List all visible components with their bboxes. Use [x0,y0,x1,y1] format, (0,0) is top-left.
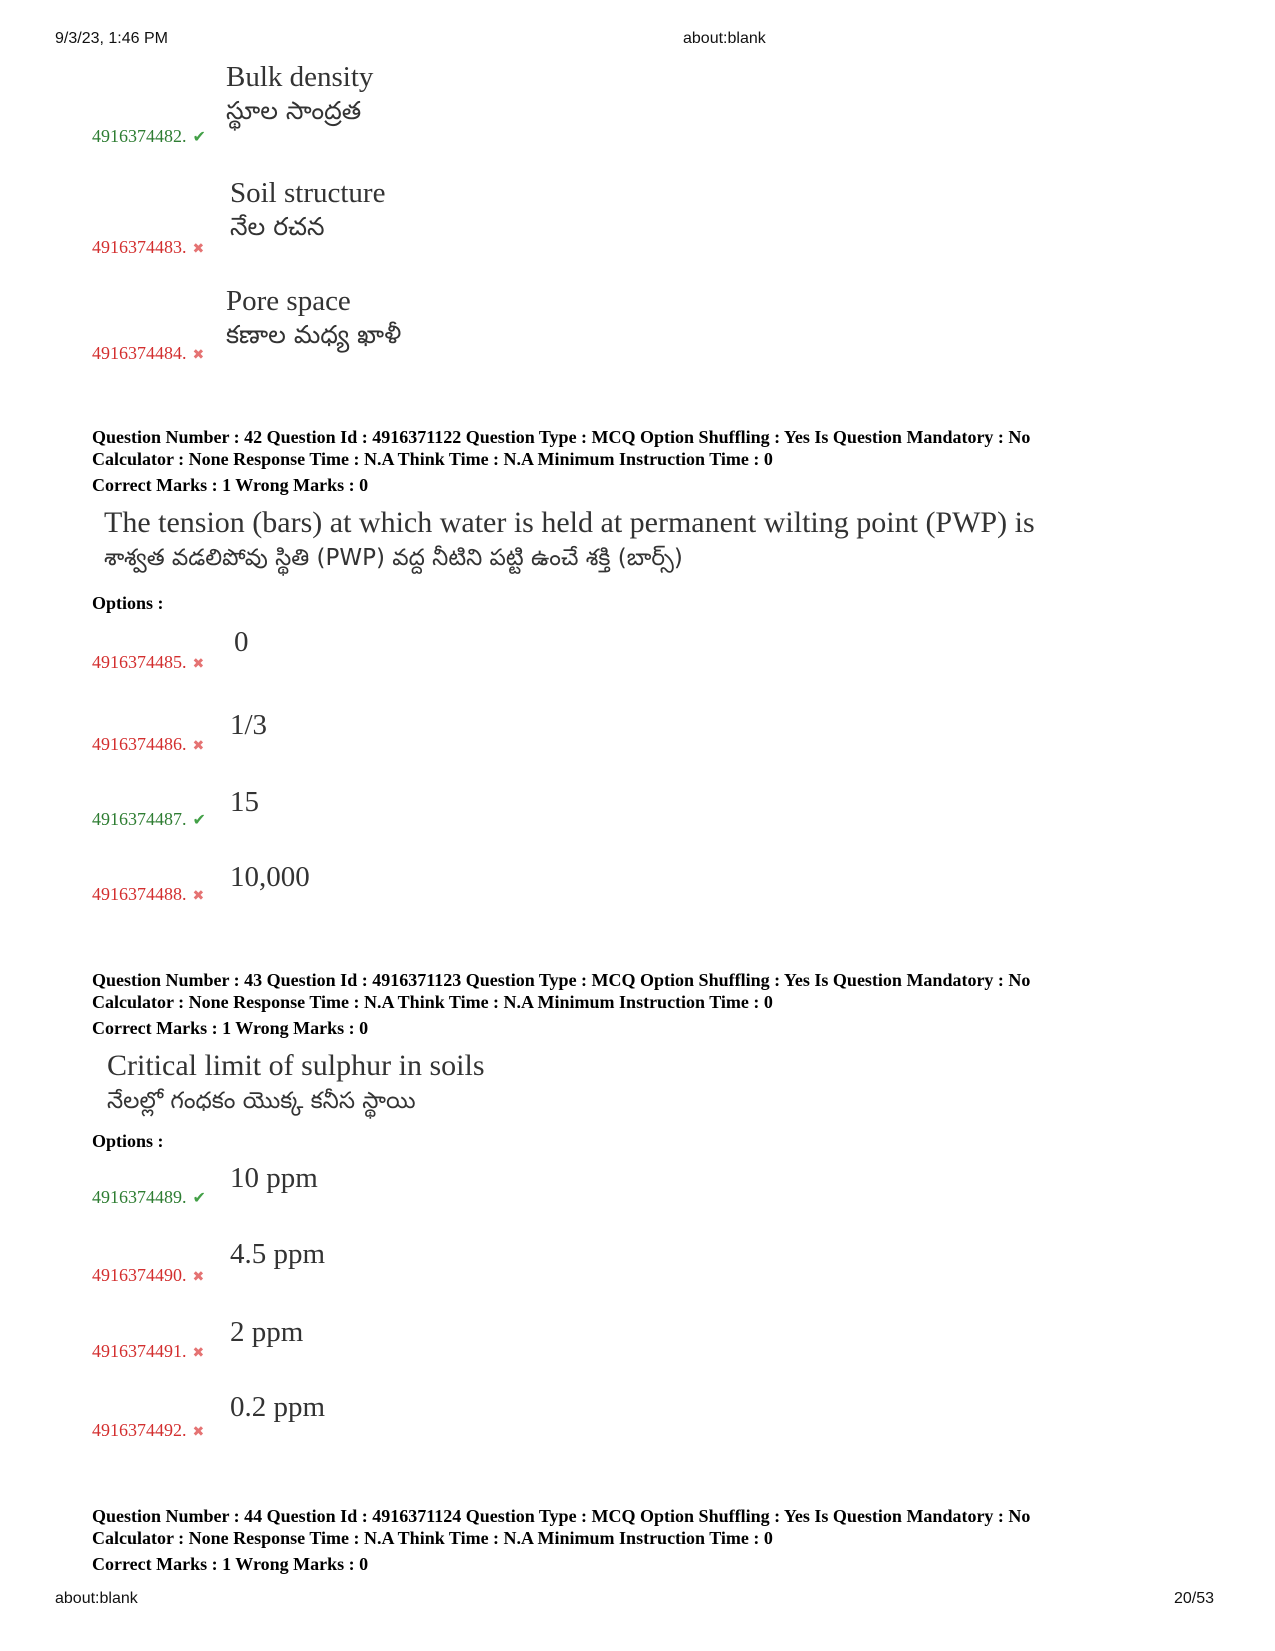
print-footer-url: about:blank [55,1590,138,1607]
check-icon: ✔ [192,127,206,146]
option-id: 4916374492. ✖ [92,1420,205,1440]
option-id: 4916374482. ✔ [92,126,206,146]
option-text: 1/3 [230,709,268,741]
question-text: The tension (bars) at which water is held at permanent wilting point (PWP) is శాశ్వత వడలిపోవు స్థితి (PWP) వద్ద నీటిని పట్టి ఉంచే శక్తి (బార్స్) [104,506,1035,571]
check-icon: ✔ [192,1188,206,1207]
cross-icon: ✖ [192,1424,205,1440]
option-id: 4916374489. ✔ [92,1187,206,1207]
question-meta: Calculator : None Response Time : N.A Think Time : N.A Minimum Instruction Time : 0 [92,992,773,1012]
option-id: 4916374491. ✖ [92,1341,205,1361]
option-id: 4916374484. ✖ [92,343,205,363]
cross-icon: ✖ [192,1269,205,1285]
option-text: 10,000 [230,861,310,893]
question-marks: Correct Marks : 1 Wrong Marks : 0 [92,1018,369,1038]
option-text: Bulk density స్థూల సాంద్రత [226,61,374,125]
option-id: 4916374490. ✖ [92,1265,205,1285]
option-text: Pore space కణాల మధ్య ఖాళీ [226,285,402,349]
option-text: 0.2 ppm [230,1391,326,1423]
question-meta: Question Number : 43 Question Id : 4916371123 Question Type : MCQ Option Shuffling : Yes Is Question Mandatory : No [92,970,1031,990]
cross-icon: ✖ [192,656,205,672]
option-text: 0 [234,626,249,658]
cross-icon: ✖ [192,1345,205,1361]
cross-icon: ✖ [192,738,205,754]
option-id: 4916374487. ✔ [92,809,206,829]
options-label: Options : [92,1131,164,1151]
option-text: 4.5 ppm [230,1238,326,1270]
print-page-title: about:blank [683,30,766,47]
option-text: 10 ppm [230,1162,318,1194]
option-id: 4916374486. ✖ [92,734,205,754]
question-meta: Calculator : None Response Time : N.A Think Time : N.A Minimum Instruction Time : 0 [92,449,773,469]
option-text: 15 [230,786,259,818]
question-marks: Correct Marks : 1 Wrong Marks : 0 [92,1554,369,1574]
print-timestamp: 9/3/23, 1:46 PM [55,30,168,47]
options-label: Options : [92,593,164,613]
option-text: 2 ppm [230,1316,304,1348]
option-id: 4916374485. ✖ [92,652,205,672]
question-meta: Question Number : 44 Question Id : 4916371124 Question Type : MCQ Option Shuffling : Yes Is Question Mandatory : No [92,1506,1031,1526]
option-text: Soil structure నేల రచన [230,177,386,241]
question-marks: Correct Marks : 1 Wrong Marks : 0 [92,475,369,495]
option-id: 4916374483. ✖ [92,237,205,257]
cross-icon: ✖ [192,347,205,363]
question-meta: Calculator : None Response Time : N.A Think Time : N.A Minimum Instruction Time : 0 [92,1528,773,1548]
check-icon: ✔ [192,810,206,829]
question-meta: Question Number : 42 Question Id : 4916371122 Question Type : MCQ Option Shuffling : Yes Is Question Mandatory : No [92,427,1031,447]
cross-icon: ✖ [192,888,205,904]
option-id: 4916374488. ✖ [92,884,205,904]
page-indicator: 20/53 [1174,1590,1215,1607]
cross-icon: ✖ [192,241,205,257]
question-text: Critical limit of sulphur in soils నేలల్లో గంధకం యొక్క కనీస స్థాయి [107,1049,485,1114]
